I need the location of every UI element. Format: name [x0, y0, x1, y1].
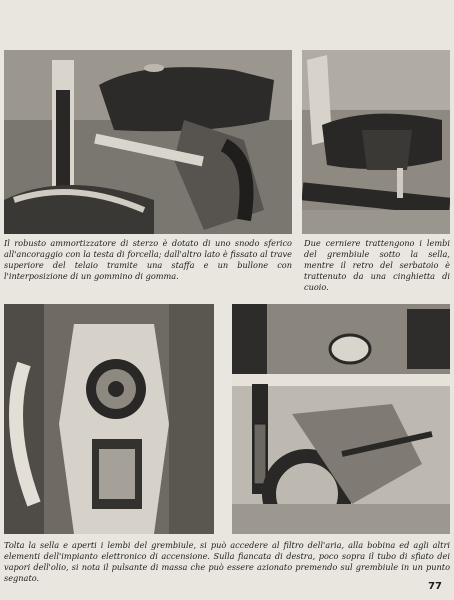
caption-top-right: Due cerniere trattengono i lembi del grembiule sotto la sella, mentre il retro del serbatoio è trattenuto da una cinghietta di cuoio. [304, 238, 450, 292]
caption-top-left: Il robusto ammortizzatore di sterzo è dotato di uno snodo sferico all'ancoraggio con la testa di forcella; dall'altro lato è fissato al trave superiore del telaio tramite una staffa e un bullone con l'interposizione di un gommino di gomma. [4, 238, 292, 281]
photo-steering-damper [4, 50, 292, 234]
page-number: 77 [428, 581, 442, 592]
caption-bottom: Tolta la sella e aperti i lembi del grembiule, si può accedere al filtro dell'aria, alla bobina ed agli altri elementi dell'impianto elettronico di accensione. Sulla fiancata di destra, poco sopra il tubo di sfiato dei vapori dell'olio, si nota il pulsante di massa che può essere azionato premendo sul grembiule in un punto segnato. [4, 540, 450, 583]
photo-air-filter [4, 304, 214, 534]
photo-tank-strap [302, 50, 450, 234]
photo-right-side [232, 304, 450, 534]
